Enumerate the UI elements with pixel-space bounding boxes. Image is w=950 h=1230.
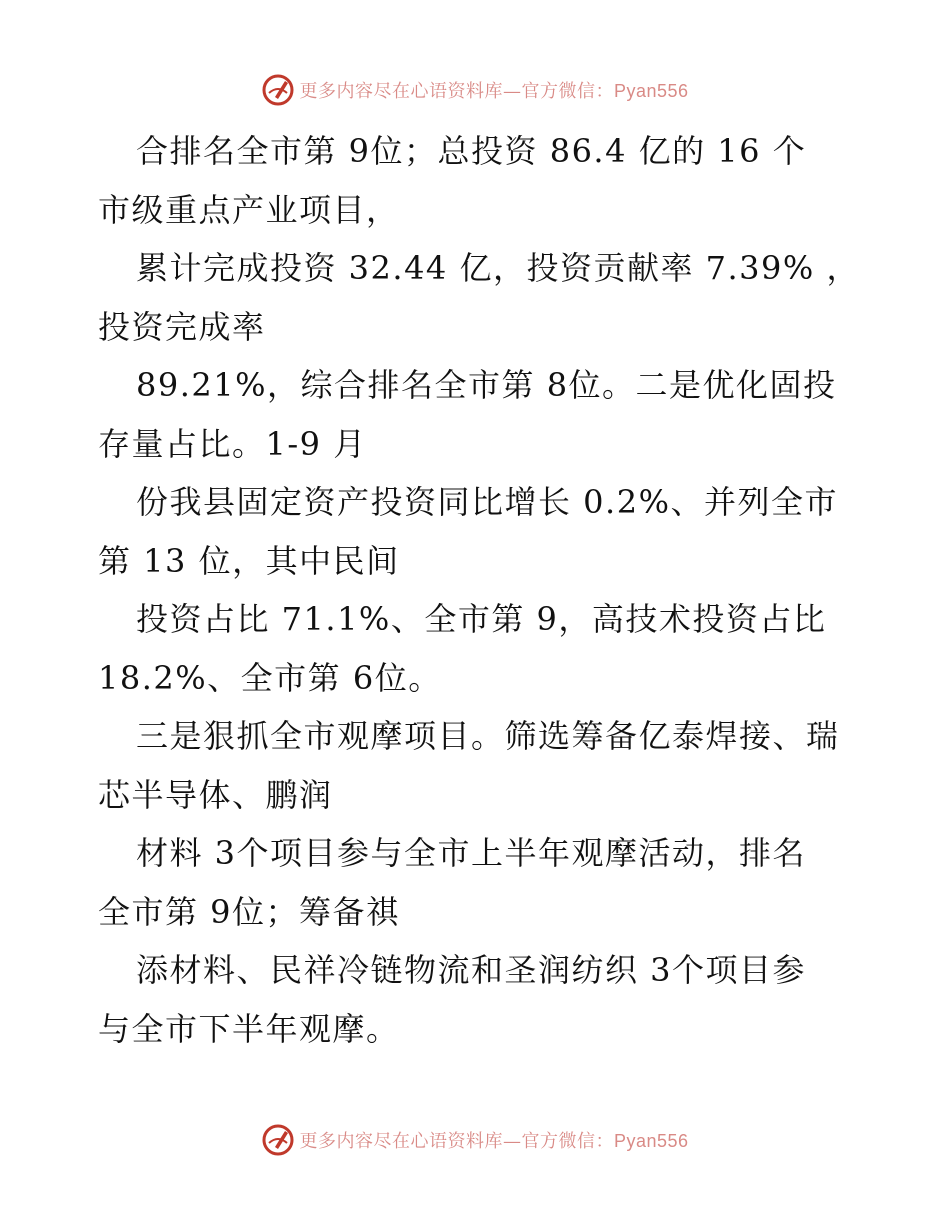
- header-wechat-id: Pyan556: [613, 81, 689, 101]
- body-line: 存量占比。1-9 月: [98, 424, 367, 463]
- body-line: 材料 3个项目参与全市上半年观摩活动，排名: [136, 834, 807, 872]
- body-line: 累计完成投资 32.44 亿，投资贡献率 7.39% ，: [136, 249, 860, 287]
- body-line: 第 13 位，其中民间: [98, 541, 400, 580]
- footer-banner: [0, 1120, 950, 1160]
- footer-slogan: 更多内容尽在心语资料库—官方微信：: [299, 1131, 614, 1152]
- body-line: 添材料、民祥冷链物流和圣润纺织 3个项目参: [136, 951, 807, 989]
- document-body: [98, 122, 858, 1058]
- body-line: 市级重点产业项目，: [98, 190, 400, 229]
- footer-text: [299, 1127, 688, 1153]
- body-line: 投资完成率: [98, 307, 266, 346]
- body-line: 18.2%、全市第 6位。: [98, 658, 442, 697]
- book-pen-icon: [261, 1123, 295, 1157]
- body-line: 投资占比 71.1%、全市第 9，高技术投资占比: [136, 600, 827, 638]
- book-pen-icon: [261, 73, 295, 107]
- header-slogan: 更多内容尽在心语资料库—官方微信：: [299, 81, 614, 102]
- body-line: 89.21%，综合排名全市第 8位。二是优化固投: [136, 366, 837, 404]
- body-line: 合排名全市第 9位；总投资 86.4 亿的 16 个: [136, 132, 807, 170]
- body-line: 与全市下半年观摩。: [98, 1009, 400, 1048]
- header-text: [299, 77, 688, 103]
- body-line: 芯半导体、鹏润: [98, 775, 333, 814]
- body-line: 份我县固定资产投资同比增长 0.2%、并列全市: [136, 483, 838, 521]
- footer-wechat-id: Pyan556: [613, 1131, 689, 1151]
- header-banner: [0, 70, 950, 110]
- body-line: 全市第 9位；筹备祺: [98, 892, 400, 931]
- body-line: 三是狠抓全市观摩项目。筛选筹备亿泰焊接、瑞: [136, 717, 840, 755]
